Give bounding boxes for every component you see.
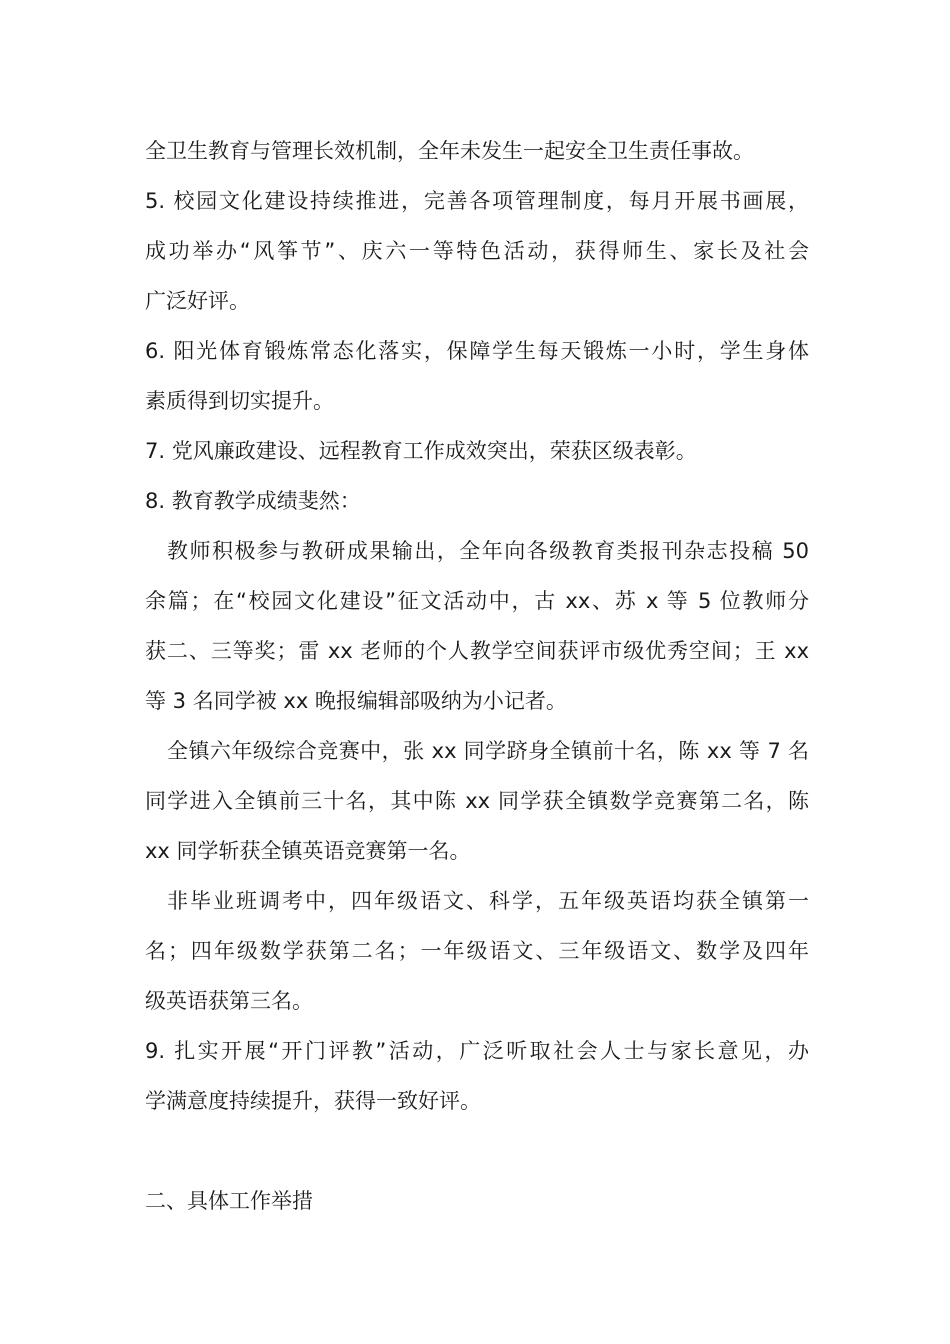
list-item-9-line-2: 学满意度持续提升，获得一致好评。 — [145, 1089, 481, 1113]
paragraph-line: 全卫生教育与管理长效机制，全年未发生一起安全卫生责任事故。 — [145, 139, 754, 163]
document-body — [145, 126, 809, 1226]
blank-line — [145, 1126, 809, 1176]
teacher-achievements-line-2: 余篇；在“校园文化建设”征文活动中，古 xx、苏 x 等 5 位教师分 — [145, 589, 809, 613]
list-item-5-line-3: 广泛好评。 — [145, 289, 250, 313]
competition-results-line-1: 全镇六年级综合竞赛中，张 xx 同学跻身全镇前十名，陈 xx 等 7 名 — [167, 739, 809, 763]
teacher-achievements-line-1: 教师积极参与教研成果输出，全年向各级教育类报刊杂志投稿 50 — [167, 539, 809, 563]
exam-results-line-3: 级英语获第三名。 — [145, 989, 313, 1013]
exam-results-line-2: 名；四年级数学获第二名；一年级语文、三年级语文、数学及四年 — [145, 939, 809, 963]
list-item-8-heading: 8. 教育教学成绩斐然： — [145, 489, 361, 513]
list-item-6-line-1: 6. 阳光体育锻炼常态化落实，保障学生每天锻炼一小时，学生身体 — [145, 339, 809, 363]
competition-results-line-3: xx 同学斩获全镇英语竞赛第一名。 — [145, 839, 471, 863]
teacher-achievements-line-3: 获二、三等奖；雷 xx 老师的个人教学空间获评市级优秀空间；王 xx — [145, 639, 809, 663]
list-item-9-line-1: 9. 扎实开展“开门评教”活动，广泛听取社会人士与家长意见，办 — [145, 1039, 809, 1063]
list-item-5-line-2: 成功举办“风筝节”、庆六一等特色活动，获得师生、家长及社会 — [145, 239, 809, 263]
exam-results-line-1: 非毕业班调考中，四年级语文、科学，五年级英语均获全镇第一 — [167, 889, 809, 913]
list-item-5-line-1: 5. 校园文化建设持续推进，完善各项管理制度，每月开展书画展， — [145, 189, 809, 213]
teacher-achievements-line-4: 等 3 名同学被 xx 晚报编辑部吸纳为小记者。 — [145, 689, 567, 713]
list-item-7: 7. 党风廉政建设、远程教育工作成效突出，荣获区级表彰。 — [145, 439, 697, 463]
competition-results-line-2: 同学进入全镇前三十名，其中陈 xx 同学获全镇数学竞赛第二名，陈 — [145, 789, 809, 813]
list-item-6-line-2: 素质得到切实提升。 — [145, 389, 334, 413]
section-heading: 二、具体工作举措 — [145, 1189, 313, 1213]
